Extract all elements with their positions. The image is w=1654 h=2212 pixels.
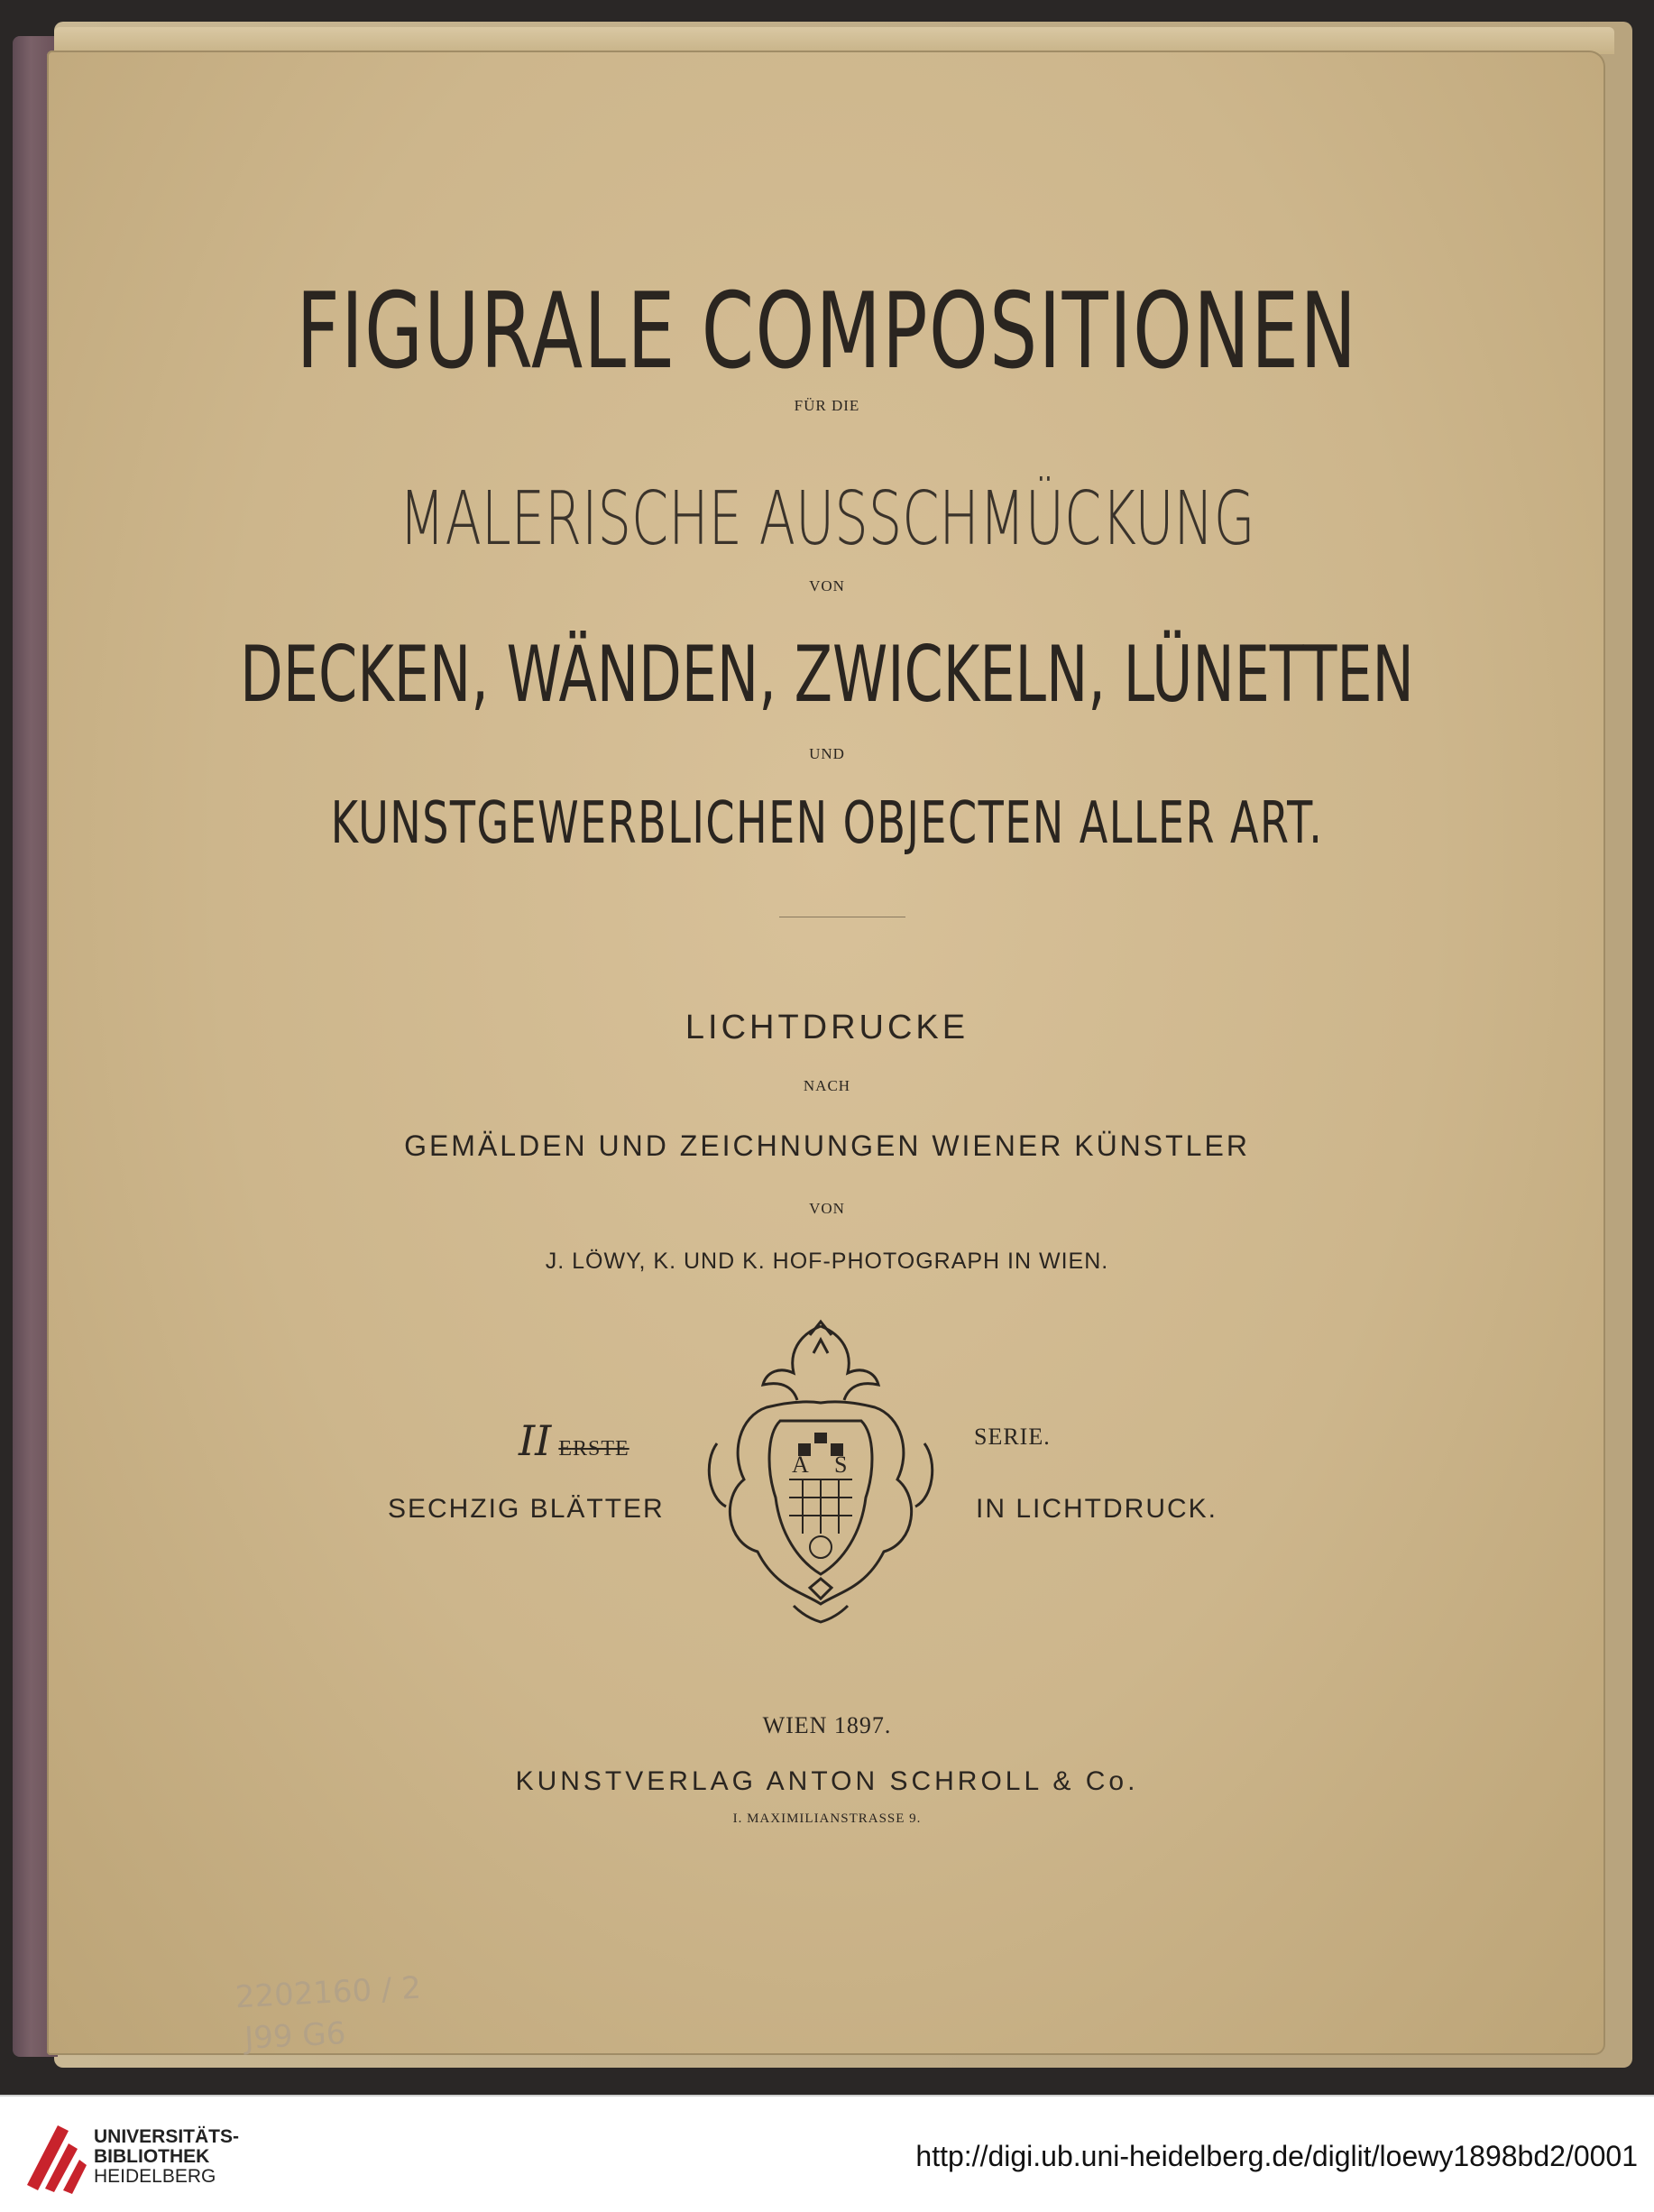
cover-von-2: VON: [809, 1200, 845, 1217]
cover-fuer-die: FÜR DIE: [794, 397, 860, 414]
library-name-line-3: HEIDELBERG: [94, 2166, 216, 2187]
serie-number: [519, 1416, 629, 1465]
cover-line-4: KUNSTGEWERBLICHEN OBJECTEN ALLER ART.: [330, 790, 1324, 857]
library-name-line-2: BIBLIOTHEK: [94, 2146, 210, 2167]
cover-nach: NACH: [803, 1077, 851, 1094]
library-name: [94, 2127, 239, 2187]
shelfmark-line-1: 2202160 / 2: [234, 1969, 422, 2016]
sechzig-blaetter: SECHZIG BLÄTTER: [388, 1494, 665, 1524]
cover-von-1: VON: [809, 577, 845, 594]
serie-handwritten: II: [519, 1416, 552, 1465]
cover-address: I. MAXIMILIANSTRASSE 9.: [732, 1811, 922, 1826]
cover-publisher: KUNSTVERLAG ANTON SCHROLL & Co.: [515, 1766, 1139, 1796]
heidelberg-library-logo-icon: [18, 2116, 96, 2194]
cover-und: UND: [809, 745, 845, 762]
cover-gemaelden: GEMÄLDEN UND ZEICHNUNGEN WIENER KÜNSTLER: [404, 1129, 1250, 1162]
library-name-line-1: UNIVERSITÄTS-: [94, 2126, 240, 2147]
cover-subtitle: MALERISCHE AUSSCHMÜCKUNG: [399, 476, 1255, 562]
publisher-crest-icon: [703, 1317, 938, 1624]
serie-struck-word: ERSTE: [558, 1437, 629, 1461]
serie-label: SERIE.: [974, 1424, 1051, 1450]
cover-place-year: WIEN 1897.: [762, 1712, 892, 1738]
cover-photographer: J. LÖWY, K. UND K. HOF-PHOTOGRAPH IN WIEN.: [545, 1249, 1109, 1274]
cover-lichtdrucke: LICHTDRUCKE: [685, 1009, 969, 1046]
in-lichtdruck: IN LICHTDRUCK.: [976, 1494, 1218, 1524]
crest-letter-left: A: [792, 1452, 809, 1478]
crest-letter-right: S: [834, 1452, 848, 1478]
cover-title: FIGURALE COMPOSITIONEN: [296, 271, 1358, 392]
shelfmark-pencil: [234, 1968, 425, 2060]
permalink-url[interactable]: http://digi.ub.uni-heidelberg.de/diglit/loewy1898bd2/0001: [915, 2140, 1638, 2172]
cover-line-3: DECKEN, WÄNDEN, ZWICKELN, LÜNETTEN: [240, 630, 1414, 720]
shelfmark-line-2: J99 G6: [244, 2015, 347, 2057]
library-footer: [0, 2095, 1654, 2212]
